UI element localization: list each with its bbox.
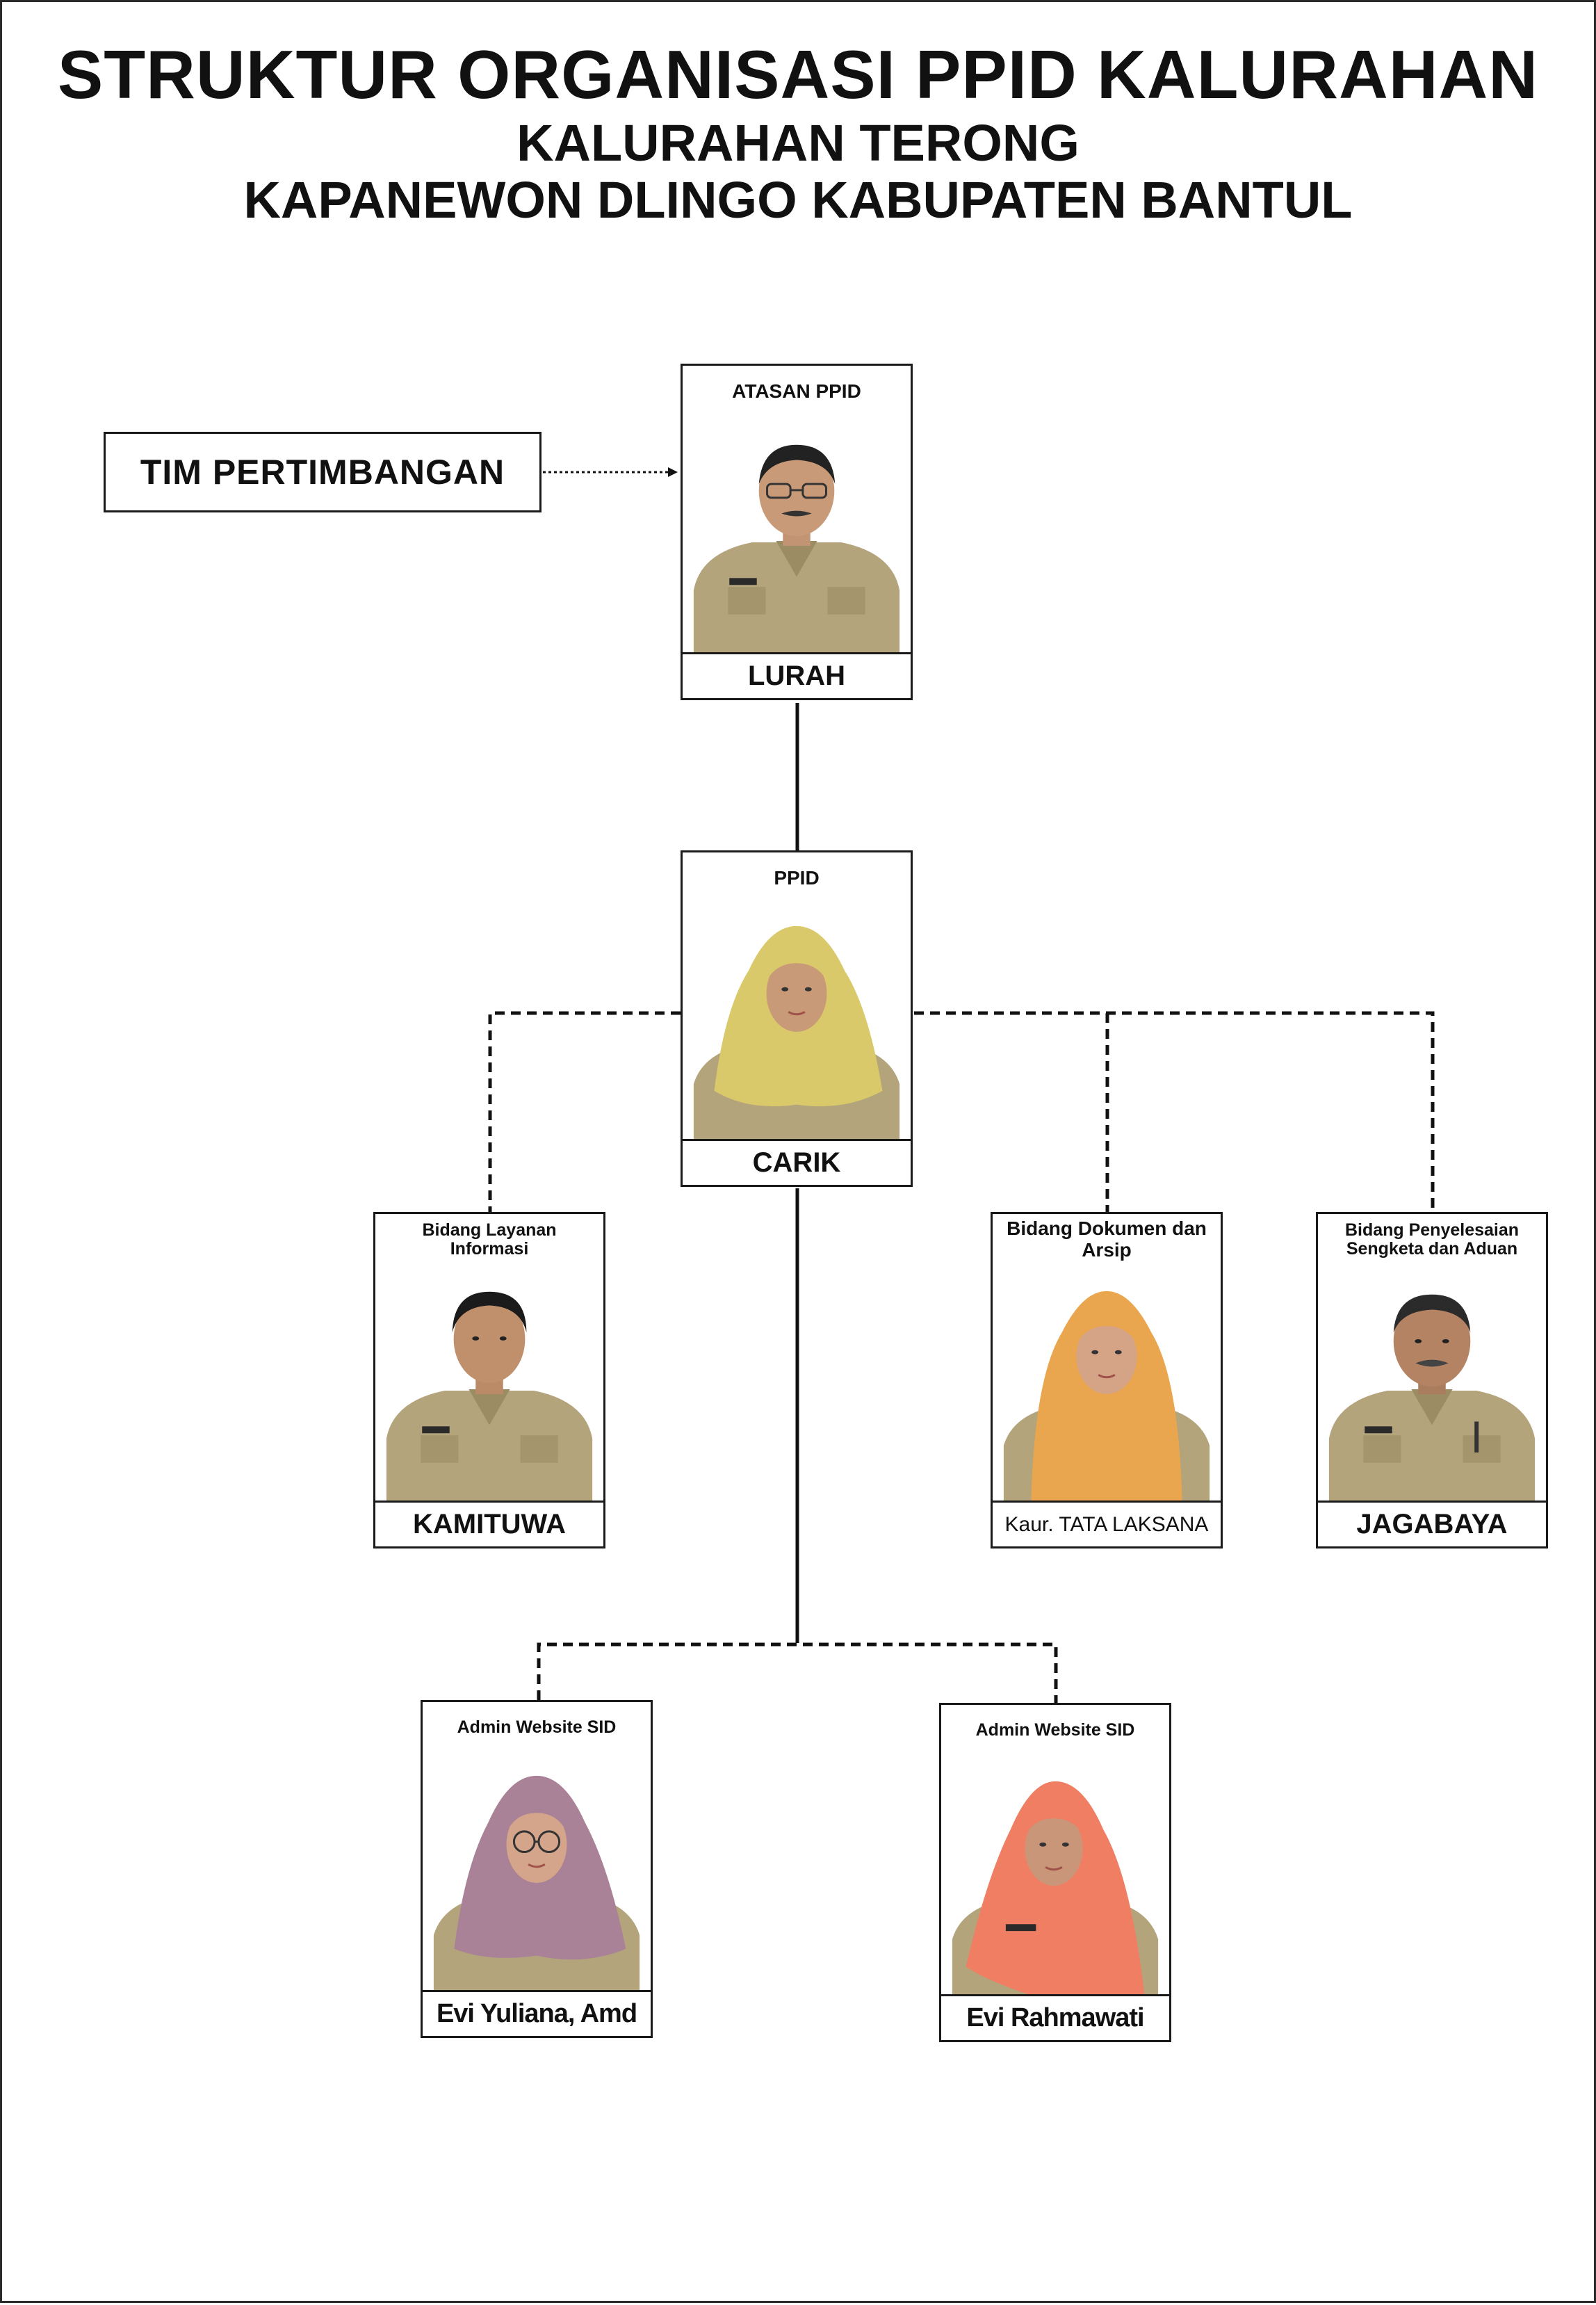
male-official-photo-icon [1322,1265,1542,1501]
admin-branch-line [539,1644,1056,1703]
tim-pertimbangan-box: TIM PERTIMBANGAN [104,432,542,512]
org-node-kamituwa [373,1212,605,1548]
node-name: Evi Rahmawati [941,1994,1169,2040]
node-role: Admin Website SID [457,1717,617,1738]
org-node-kaur-tata-laksana [991,1212,1223,1548]
female-hijab-photo-icon [687,904,906,1139]
node-name: CARIK [683,1139,911,1185]
page-subtitle-kalurahan: KALURAHAN TERONG [516,114,1080,172]
node-role: Bidang Layanan Informasi [422,1220,557,1259]
male-official-photo-icon [380,1265,599,1501]
female-hijab-photo-icon [997,1265,1216,1501]
node-name: LURAH [683,652,911,698]
org-node-admin-website-2 [939,1703,1171,2042]
node-name: Evi Yuliana, Amd [423,1990,651,2036]
node-role: Bidang Penyelesaian Sengketa dan Aduan [1344,1220,1520,1259]
female-hijab-photo-icon [945,1756,1165,1994]
node-role: Admin Website SID [975,1720,1135,1740]
node-role: PPID [774,866,820,889]
page-subtitle-kapanewon: KAPANEWON DLINGO KABUPATEN BANTUL [243,171,1353,229]
female-hijab-photo-icon [427,1754,646,1990]
org-node-carik [681,850,913,1187]
org-node-lurah [681,364,913,700]
node-role: ATASAN PPID [732,380,861,402]
node-role: Bidang Dokumen dan Arsip [1007,1218,1207,1261]
org-node-jagabaya [1316,1212,1548,1548]
node-name: KAMITUWA [375,1501,603,1546]
male-official-photo-icon [687,417,906,652]
carik-to-kamituwa-line [490,1013,681,1212]
node-name: JAGABAYA [1318,1501,1546,1546]
node-name: Kaur. TATA LAKSANA [993,1501,1221,1546]
carik-to-jagabaya-line [914,1013,1433,1212]
page-title: STRUKTUR ORGANISASI PPID KALURAHAN [57,36,1539,113]
org-node-admin-website-1 [421,1700,653,2038]
